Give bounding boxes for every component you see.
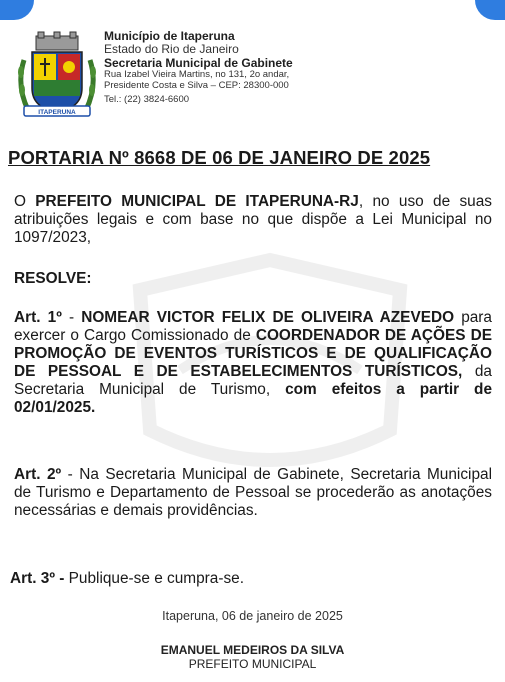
signatory-role: PREFEITO MUNICIPAL	[188, 657, 317, 671]
article-1	[14, 309, 492, 417]
intro-paragraph	[14, 193, 492, 247]
article-1-text-2: da Secretaria Municipal de Turismo,	[14, 363, 492, 399]
article-1-position: COORDENADOR DE AÇÕES DE PROMOÇÃO DE EVENTOS TURÍSTICOS E DE QUALIFICAÇÃO DE PESSOAL E DE ESTABELECIMENTOS TURÍSTICOS,	[14, 327, 492, 381]
article-1-appointment: NOMEAR VICTOR FELIX DE OLIVEIRA AZEVEDO	[81, 309, 455, 326]
address-line-2: Presidente Costa e Silva – CEP: 28300-000	[104, 79, 289, 91]
svg-text:ITAPERUNA: ITAPERUNA	[38, 109, 76, 116]
article-2	[14, 466, 492, 520]
secretariat-name: Secretaria Municipal de Gabinete	[104, 55, 293, 70]
article-3-text: Publique-se e cumpra-se.	[64, 570, 245, 587]
letterhead	[14, 30, 293, 120]
article-1-text-1: para exercer o Cargo Comissionado de	[14, 309, 492, 345]
resolve-heading: RESOLVE:	[14, 270, 92, 287]
document-date: Itaperuna, 06 de janeiro de 2025	[162, 609, 343, 623]
article-1-effective: com efeitos a partir de 02/01/2025.	[14, 381, 493, 417]
intro-rest: , no uso de suas atribuições legais e com base no que dispõe a Lei Municipal no 1097/2023,	[14, 193, 492, 247]
document-title: PORTARIA Nº 8668 DE 06 DE JANEIRO DE 2025	[8, 147, 431, 168]
state-name: Estado do Rio de Janeiro	[104, 42, 239, 57]
article-3	[10, 570, 244, 588]
municipality-name: Município de Itaperuna	[104, 29, 235, 43]
coat-of-arms-icon	[14, 30, 100, 120]
intro-authority: PREFEITO MUNICIPAL DE ITAPERUNA-RJ	[35, 193, 359, 210]
article-3-label: Art. 3º -	[10, 570, 65, 587]
intro-prefix: O	[14, 193, 36, 210]
article-1-dash: -	[61, 309, 82, 326]
address-line-1: Rua Izabel Vieira Martins, no 131, 2o andar,	[104, 69, 290, 81]
article-2-label: Art. 2º	[14, 466, 62, 483]
corner-accent-right	[475, 0, 505, 20]
phone-number: Tel.: (22) 3824-6600	[104, 93, 190, 105]
corner-accent-left	[0, 0, 34, 20]
article-1-label: Art. 1º	[14, 309, 62, 326]
signatory-name: EMANUEL MEDEIROS DA SILVA	[160, 643, 345, 657]
article-2-text: - Na Secretaria Municipal de Gabinete, Secretaria Municipal de Turismo e Departamento de Pessoal se procederão as anotações necessárias e demais providências.	[14, 466, 492, 520]
